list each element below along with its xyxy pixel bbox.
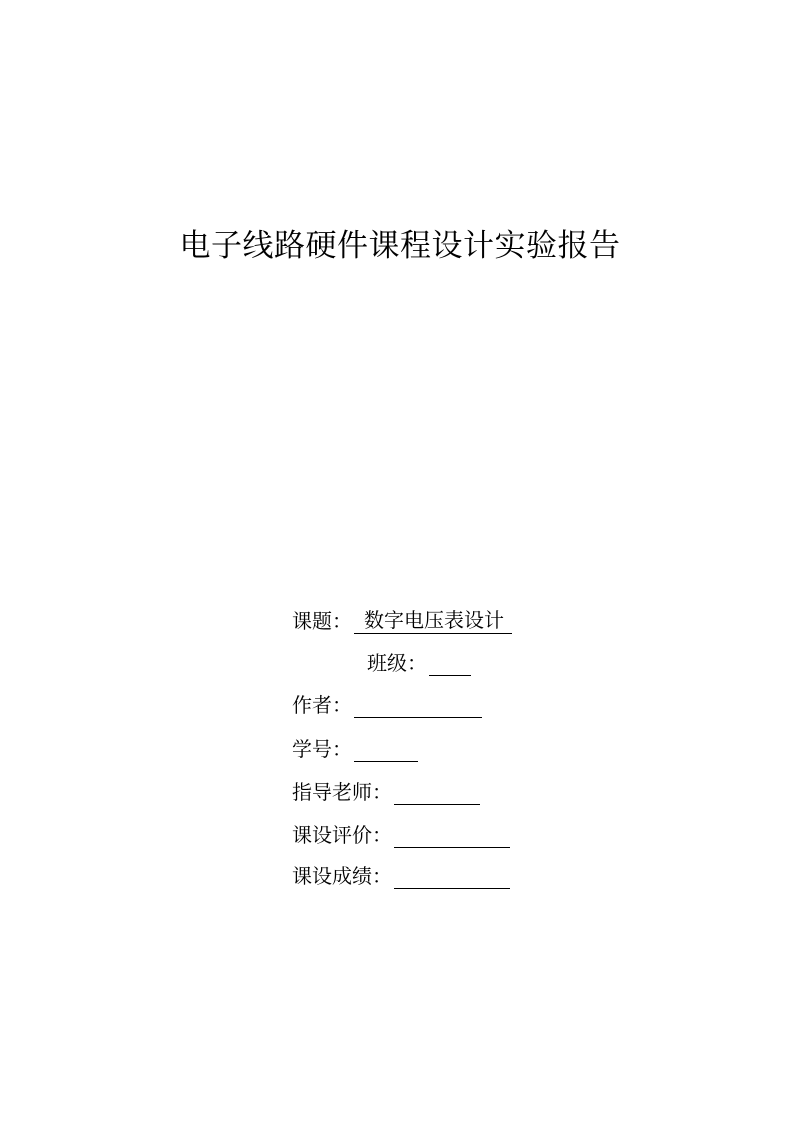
advisor-label: 指导老师： [292, 780, 392, 804]
student-id-label: 学号： [292, 737, 352, 761]
grade-label: 课设成绩： [292, 864, 392, 888]
evaluation-label: 课设评价： [292, 823, 392, 847]
topic-field [292, 607, 512, 634]
grade-blank-line [394, 866, 510, 889]
evaluation-field [292, 822, 510, 848]
author-field [292, 692, 482, 718]
student-id-blank-line [354, 739, 418, 762]
class-blank-line [429, 653, 471, 676]
author-blank-line [354, 695, 482, 718]
student-id-field [292, 736, 418, 762]
report-title: 电子线路硬件课程设计实验报告 [179, 228, 621, 264]
topic-value: 数字电压表设计 [354, 607, 512, 634]
evaluation-blank-line [394, 825, 510, 848]
author-label: 作者： [292, 693, 352, 717]
advisor-blank-line [394, 782, 480, 805]
topic-label: 课题： [292, 609, 352, 633]
class-field [367, 650, 471, 676]
advisor-field [292, 779, 480, 805]
grade-field [292, 863, 510, 889]
class-label: 班级： [367, 651, 427, 675]
